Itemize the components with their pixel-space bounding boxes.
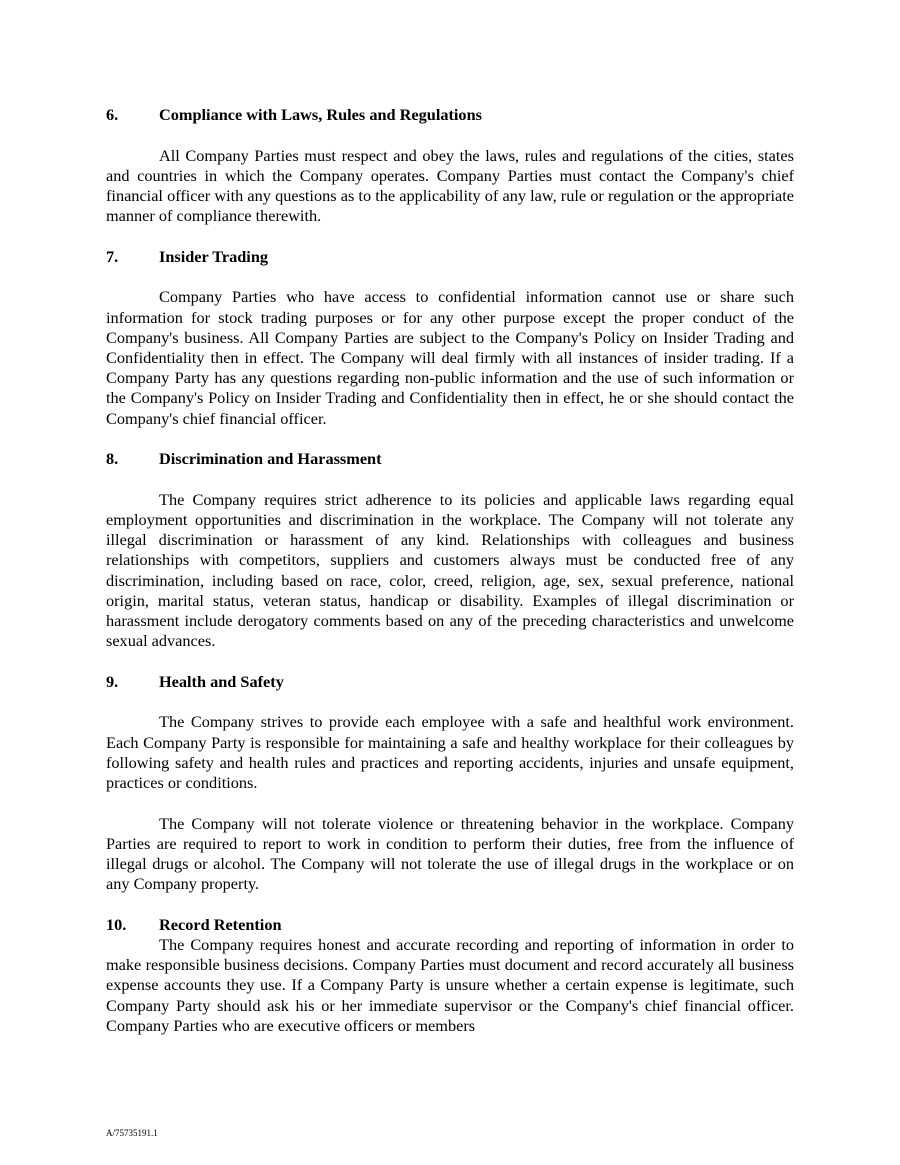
section-number: 7. xyxy=(106,246,119,266)
section-9-paragraph-1: The Company strives to provide each employee with a safe and healthful work environment. Each Company Party is responsible for maintaining a safe and healthy workplace for their colleagues by following safety and health rules and practices and reporting accidents, injuries and unsafe equipment, practices or conditions. xyxy=(106,712,794,793)
section-heading-6 xyxy=(106,105,794,125)
section-title: Health and Safety xyxy=(159,671,284,691)
section-title: Record Retention xyxy=(159,914,282,934)
section-6-paragraph-1: All Company Parties must respect and obey the laws, rules and regulations of the cities, states and countries in which the Company operates. Company Parties must contact the Company's chief financial officer with any questions as to the applicability of any law, rule or regulation or the appropriate manner of compliance therewith. xyxy=(106,145,794,226)
section-10-paragraph-1: The Company requires honest and accurate recording and reporting of information in order to make responsible business decisions. Company Parties must document and record accurately all business expense accounts they use. If a Company Party is unsure whether a certain expense is legitimate, such Company Party should ask his or her immediate supervisor or the Company's chief financial officer. Company Parties who are executive officers or members xyxy=(106,935,794,1035)
document-id-footer: A/75735191.1 xyxy=(106,1128,158,1138)
section-title: Insider Trading xyxy=(159,246,269,266)
section-7-paragraph-1: Company Parties who have access to confidential information cannot use or share such information for stock trading purposes or for any other purpose except the proper conduct of the Company's business. All Company Parties are subject to the Company's Policy on Insider Trading and Confidentiality then in effect. The Company will deal firmly with all instances of insider trading. If a Company Party has any questions regarding non-public information and the use of such information or the Company's Policy on Insider Trading and Confidentiality then in effect, he or she should contact the Company's chief financial officer. xyxy=(106,287,794,428)
section-number: 8. xyxy=(106,449,119,469)
section-number: 10. xyxy=(106,914,127,934)
section-title: Compliance with Laws, Rules and Regulations xyxy=(159,105,482,124)
section-9-paragraph-2: The Company will not tolerate violence or threatening behavior in the workplace. Company Parties are required to report to work in condition to perform their duties, free from the influence of illegal drugs or alcohol. The Company will not tolerate the use of illegal drugs in the workplace or on any Company property. xyxy=(106,813,794,894)
section-number: 6. xyxy=(106,105,119,124)
section-number: 9. xyxy=(106,671,119,691)
section-heading-10 xyxy=(106,915,794,935)
section-8-paragraph-1: The Company requires strict adherence to its policies and applicable laws regarding equal employment opportunities and discrimination in the workplace. The Company will not tolerate any illegal discrimination or harassment of any kind. Relationships with colleagues and business relationships with competitors, suppliers and customers always must be conducted free of any discrimination, including based on race, color, creed, religion, age, sex, sexual preference, national origin, marital status, veteran status, handicap or disability. Examples of illegal discrimination or harassment include derogatory comments based on any of the preceding characteristics and unwelcome sexual advances. xyxy=(106,489,794,651)
section-heading-7 xyxy=(106,247,794,267)
section-heading-9 xyxy=(106,672,794,692)
section-heading-8 xyxy=(106,449,794,469)
document-body xyxy=(106,105,794,1036)
section-title: Discrimination and Harassment xyxy=(159,449,382,469)
